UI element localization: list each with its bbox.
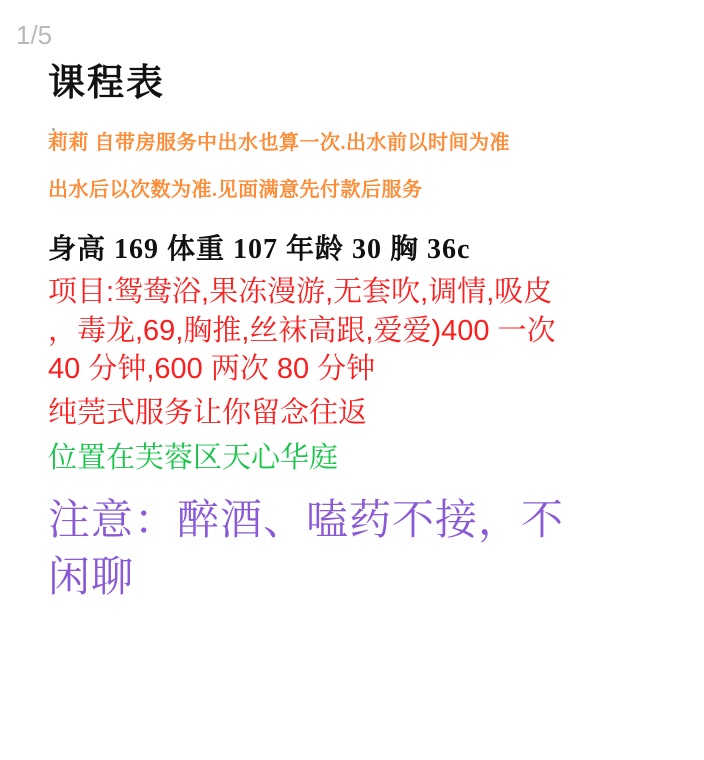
- services-line-1: 项目:鸳鸯浴,果冻漫游,无套吹,调情,吸皮: [48, 276, 553, 309]
- body-stats-line: 身高 169 体重 107 年龄 30 胸 36c: [48, 234, 471, 266]
- location-line: 位置在芙蓉区天心华庭: [48, 442, 339, 475]
- document-content: [48, 62, 678, 606]
- notice-line-2: 闲聊: [48, 552, 135, 600]
- notice-line-1: 注意：醉酒、嗑药不接，不: [48, 496, 565, 544]
- orange-note-line-2: 出水后以次数为准.见面满意先付款后服务: [48, 179, 423, 202]
- orange-note-line-1: 莉莉 自带房服务中出水也算一次.出水前以时间为准: [48, 132, 510, 155]
- page-counter: 1/5: [16, 20, 53, 50]
- page-title: 课程表: [48, 63, 165, 104]
- services-line-2: ，毒龙,69,胸推,丝袜高跟,爱爱)400 一次: [48, 314, 556, 347]
- services-line-3: 40 分钟,600 两次 80 分钟: [48, 352, 376, 385]
- service-style-line: 纯莞式服务让你留念往返: [48, 397, 368, 430]
- services-block: [48, 273, 678, 432]
- stray-dot-mark: [52, 128, 55, 131]
- notice-block: [48, 492, 678, 605]
